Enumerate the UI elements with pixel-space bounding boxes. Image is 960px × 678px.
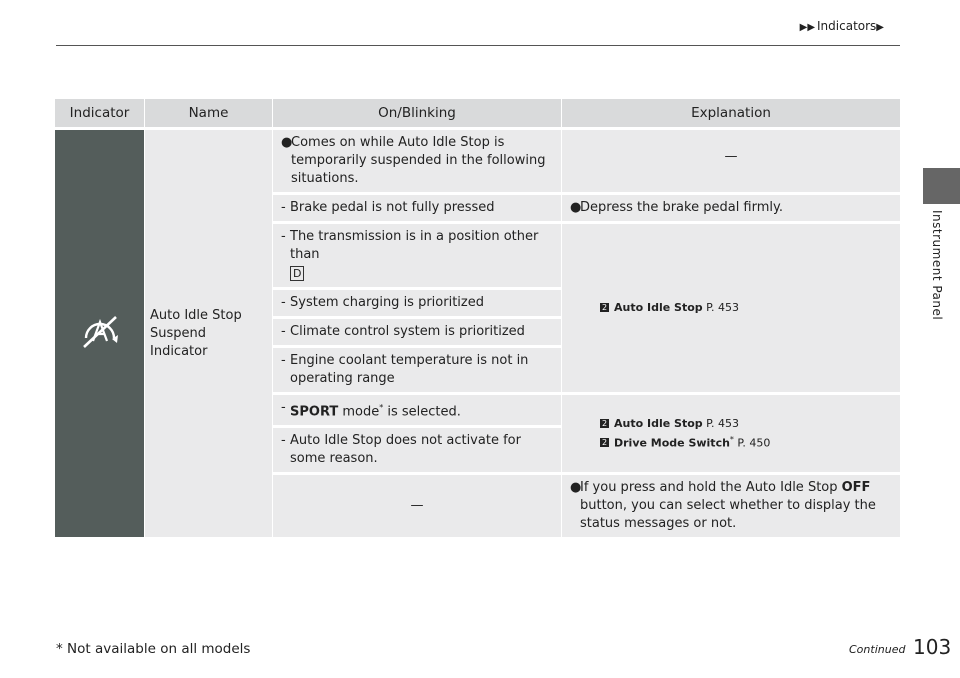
indicator-table xyxy=(55,96,900,540)
dash-mark: - xyxy=(281,324,286,339)
bullet-icon: ● xyxy=(281,135,293,150)
ref-page: P. 450 xyxy=(733,436,771,450)
explanation-ref-cell-2 xyxy=(561,395,900,472)
breadcrumb-arrow-icon: ▶ xyxy=(876,22,884,33)
sport-mode-label: SPORT xyxy=(290,404,339,420)
reference-arrow-icon: 2 xyxy=(601,438,608,448)
continued-label: Continued xyxy=(849,643,906,656)
on-text-7: Auto Idle Stop does not activate for some reason. xyxy=(290,433,521,467)
footnote-star: * xyxy=(379,403,384,412)
explanation-cell-0 xyxy=(561,130,900,192)
ref-link-auto-idle-stop[interactable]: Auto Idle Stop xyxy=(614,301,703,314)
on-text-0: Comes on while Auto Idle Stop is temporarily suspended in the following situations. xyxy=(291,135,546,186)
header-on-blinking: On/Blinking xyxy=(272,99,561,127)
header-indicator: Indicator xyxy=(55,99,144,127)
ref-link-drive-mode-switch[interactable]: Drive Mode Switch xyxy=(614,436,730,450)
dash-mark: - xyxy=(281,433,286,449)
reference-arrow-icon: 2 xyxy=(601,418,608,428)
on-text-3: System charging is prioritized xyxy=(290,295,484,310)
breadcrumb xyxy=(800,19,886,33)
section-tab xyxy=(923,168,960,204)
bullet-icon: ● xyxy=(570,200,582,215)
on-text-6: mode xyxy=(338,404,380,420)
dash-mark: - xyxy=(281,353,286,368)
footnote: * Not available on all models xyxy=(56,641,251,657)
on-cell-5 xyxy=(272,348,561,392)
section-label: Instrument Panel xyxy=(930,210,944,321)
indicator-icon-cell xyxy=(55,130,144,537)
on-cell-1 xyxy=(272,195,561,221)
dash-mark: - xyxy=(281,400,286,415)
off-label: OFF xyxy=(841,480,871,496)
ref-page: P. 453 xyxy=(702,416,740,430)
dash-mark: - xyxy=(281,229,286,244)
ref-link-auto-idle-stop[interactable]: Auto Idle Stop xyxy=(614,416,703,430)
explanation-text-1: Depress the brake pedal firmly. xyxy=(580,200,783,215)
page-number: 103 xyxy=(913,635,952,659)
on-cell-2 xyxy=(272,224,561,287)
gear-d-symbol: D xyxy=(290,266,304,281)
explanation-text-0: — xyxy=(724,149,738,164)
on-cell-8 xyxy=(272,475,561,537)
on-cell-3 xyxy=(272,290,561,316)
on-text-5: Engine coolant temperature is not in operating range xyxy=(290,353,529,386)
on-cell-6 xyxy=(272,395,561,425)
indicator-name-line2: Suspend Indicator xyxy=(150,325,208,359)
header-explanation: Explanation xyxy=(561,99,900,127)
on-cell-7 xyxy=(272,428,561,472)
dash-mark: - xyxy=(281,295,286,310)
footnote-star: * xyxy=(729,434,734,444)
indicator-name-cell xyxy=(144,130,272,537)
explanation-cell-1 xyxy=(561,195,900,221)
reference-arrow-icon: 2 xyxy=(601,303,608,312)
ref-page: P. 453 xyxy=(702,301,740,314)
on-cell-0 xyxy=(272,130,561,192)
on-text-2: The transmission is in a position other than xyxy=(290,229,539,262)
breadcrumb-arrow-icon: ▶▶ xyxy=(799,22,816,33)
header-divider xyxy=(56,45,900,46)
on-text-8: — xyxy=(410,498,424,514)
explanation-cell-8 xyxy=(561,475,900,537)
on-text-6-end: is selected. xyxy=(383,404,461,420)
bullet-icon: ● xyxy=(570,480,582,496)
breadcrumb-label[interactable]: Indicators xyxy=(817,19,877,33)
on-cell-4 xyxy=(272,319,561,345)
auto-idle-stop-suspend-icon xyxy=(78,311,122,351)
dash-mark: - xyxy=(281,200,286,215)
header-name: Name xyxy=(144,99,272,127)
on-text-4: Climate control system is prioritized xyxy=(290,324,525,339)
explanation-text-8: If you press and hold the Auto Idle Stop xyxy=(580,480,842,496)
explanation-text-8-end: button, you can select whether to display the status messages or not. xyxy=(580,498,876,532)
indicator-name-line1: Auto Idle Stop xyxy=(150,307,242,323)
on-text-1: Brake pedal is not fully pressed xyxy=(290,200,495,215)
explanation-ref-cell-1 xyxy=(561,224,900,392)
